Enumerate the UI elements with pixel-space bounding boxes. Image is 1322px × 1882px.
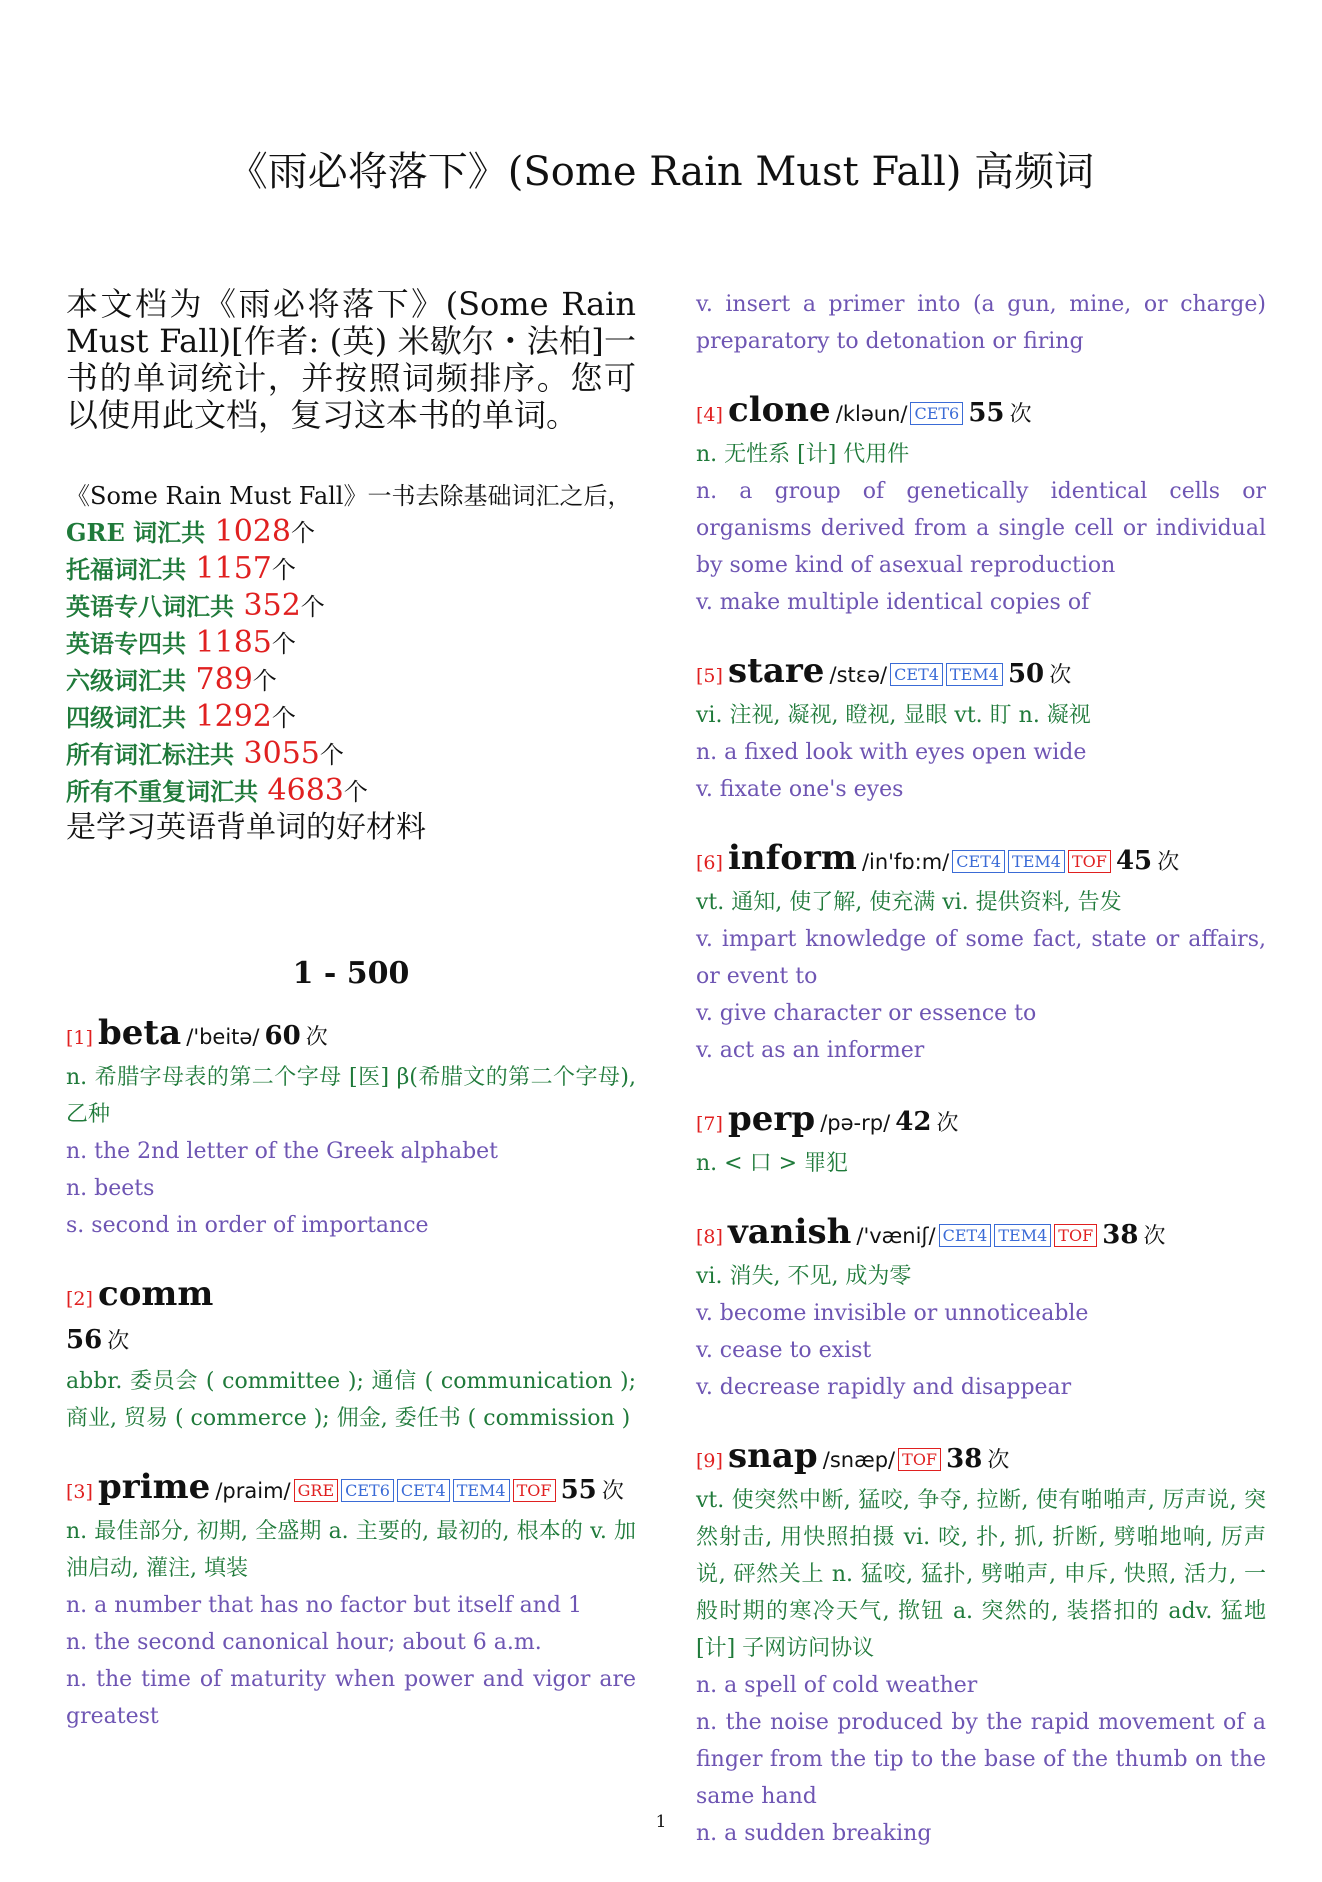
stat-unit: 个 bbox=[290, 519, 315, 547]
entry-headword-line bbox=[696, 651, 1266, 697]
stat-line bbox=[66, 773, 636, 810]
definition-line: v. give character or essence to bbox=[696, 1001, 1037, 1026]
definition-line: vi. 注视, 凝视, 瞪视, 显眼 vt. 盯 n. 凝视 bbox=[696, 703, 1091, 728]
definition-line: vt. 通知, 使了解, 使充满 vi. 提供资料, 告发 bbox=[696, 890, 1122, 915]
entry-headword-line bbox=[696, 1436, 1266, 1482]
word-entry bbox=[66, 1467, 636, 1735]
level-tag: CET4 bbox=[939, 1224, 992, 1247]
entry-count: 56 bbox=[66, 1325, 103, 1355]
word-entry bbox=[66, 1274, 636, 1437]
word-entry bbox=[66, 1013, 636, 1244]
stat-unit: 个 bbox=[252, 667, 277, 695]
stat-line bbox=[66, 514, 636, 551]
range-heading: 1 - 500 bbox=[292, 956, 410, 991]
entry-word: vanish bbox=[728, 1212, 852, 1252]
stats-closing: 是学习英语背单词的好材料 bbox=[66, 810, 426, 845]
definition-line: v. act as an informer bbox=[696, 1038, 925, 1063]
page-number: 1 bbox=[655, 1812, 667, 1832]
entry-count: 50 bbox=[1007, 659, 1045, 689]
definition-line: n. the second canonical hour; about 6 a.m. bbox=[66, 1630, 542, 1655]
intro-paragraph: 本文档为《雨必将落下》(Some Rain Must Fall)[作者: (英) 米歇尔・法柏]一书的单词统计，并按照词频排序。您可以使用此文档，复习这本书的单词。 bbox=[66, 285, 636, 434]
stat-label: 所有不重复词汇共 bbox=[66, 777, 258, 806]
stat-line bbox=[66, 699, 636, 736]
stat-count: 1185 bbox=[186, 625, 272, 660]
word-entry bbox=[696, 1436, 1266, 1852]
entry-pronunciation: /kləun/ bbox=[835, 402, 908, 426]
entry-word: perp bbox=[728, 1099, 816, 1139]
level-tag: TEM4 bbox=[453, 1479, 510, 1502]
entry-pronunciation: /'beitə/ bbox=[186, 1025, 260, 1049]
continued-definition bbox=[696, 286, 1266, 360]
stat-line bbox=[66, 662, 636, 699]
stat-count: 3055 bbox=[234, 736, 320, 771]
stat-count: 1292 bbox=[186, 699, 272, 734]
entry-headword-line bbox=[696, 390, 1266, 436]
level-tag: TEM4 bbox=[994, 1224, 1051, 1247]
stat-label: 四级词汇共 bbox=[66, 703, 186, 732]
stat-line bbox=[66, 736, 636, 773]
stat-label: 所有词汇标注共 bbox=[66, 740, 234, 769]
stat-unit: 个 bbox=[300, 593, 325, 621]
entry-headword-line bbox=[696, 838, 1266, 884]
stat-label: 英语专八词汇共 bbox=[66, 592, 234, 621]
stat-label: 托福词汇共 bbox=[66, 555, 186, 584]
entry-word: prime bbox=[98, 1467, 211, 1507]
entry-pronunciation: /snæp/ bbox=[822, 1448, 896, 1472]
definition-line: n. a group of genetically identical cells or organisms derived from a single cell or individual by some kind of asexual reproduction bbox=[696, 479, 1266, 578]
entry-index: [6] bbox=[696, 852, 723, 874]
definition-line: n. a sudden breaking bbox=[696, 1821, 932, 1846]
entry-word: stare bbox=[728, 651, 825, 691]
entry-index: [1] bbox=[66, 1027, 93, 1049]
definition-line: n. the time of maturity when power and vigor are greatest bbox=[66, 1667, 636, 1729]
entry-pronunciation: /in'fɒ:m/ bbox=[861, 850, 950, 874]
definition-line: vi. 消失, 不见, 成为零 bbox=[696, 1264, 912, 1289]
stat-count: 1028 bbox=[205, 514, 291, 549]
stat-label: 英语专四共 bbox=[66, 629, 186, 658]
definition-line: v. make multiple identical copies of bbox=[696, 590, 1090, 615]
document-title: 《雨必将落下》(Some Rain Must Fall) 高频词 bbox=[227, 149, 1095, 195]
times-label: 次 bbox=[987, 1448, 1010, 1473]
entry-index: [7] bbox=[696, 1113, 723, 1135]
stat-unit: 个 bbox=[271, 704, 296, 732]
times-label: 次 bbox=[1049, 663, 1072, 688]
definition-line: n. beets bbox=[66, 1176, 155, 1201]
stat-count: 4683 bbox=[258, 773, 344, 808]
definition-line: n. a number that has no factor but itself and 1 bbox=[66, 1593, 582, 1618]
level-tag: CET4 bbox=[397, 1479, 450, 1502]
definition-line: v. cease to exist bbox=[696, 1338, 872, 1363]
entry-headword-line bbox=[696, 1099, 1266, 1145]
definition-line: n. 希腊字母表的第二个字母 [医] β(希腊文的第二个字母), 乙种 bbox=[66, 1065, 636, 1127]
stat-unit: 个 bbox=[271, 630, 296, 658]
stat-count: 1157 bbox=[186, 551, 272, 586]
definition-line: n. a spell of cold weather bbox=[696, 1673, 978, 1698]
word-entry bbox=[696, 1212, 1266, 1406]
entry-pronunciation: /praim/ bbox=[215, 1479, 291, 1503]
entry-word: snap bbox=[728, 1436, 818, 1476]
stat-unit: 个 bbox=[271, 556, 296, 584]
times-label: 次 bbox=[1157, 850, 1180, 875]
entry-index: [4] bbox=[696, 404, 723, 426]
definition-line: v. fixate one's eyes bbox=[696, 777, 904, 802]
entry-count: 55 bbox=[560, 1475, 597, 1505]
definition-line: vt. 使突然中断, 猛咬, 争夺, 拉断, 使有啪啪声, 厉声说, 突然射击, 用快照拍摄 vi. 咬, 扑, 抓, 折断, 劈啪地响, 厉声说, 砰然关上 n. 猛咬, 猛扑, 劈啪声, 申斥, 快照, 活力, 一般时期的寒冷天气, 揿钮 a. 突然的, 装搭扣的 adv. 猛地 [计] 子网访问协议 bbox=[696, 1488, 1266, 1661]
definition-line: abbr. 委员会 ( committee ); 通信 ( communication ); 商业, 贸易 ( commerce ); 佣金, 委任书 ( commission ) bbox=[66, 1369, 636, 1431]
entry-index: [3] bbox=[66, 1481, 93, 1503]
right-column bbox=[696, 286, 1266, 1882]
definition-line: v. insert a primer into (a gun, mine, or charge) preparatory to detonation or firing bbox=[696, 292, 1266, 354]
stat-count: 352 bbox=[234, 588, 301, 623]
left-column bbox=[66, 286, 636, 1765]
entry-word: clone bbox=[728, 390, 831, 430]
level-tag: CET4 bbox=[890, 663, 943, 686]
word-entry bbox=[696, 390, 1266, 621]
level-tag: TEM4 bbox=[1008, 850, 1065, 873]
times-label: 次 bbox=[305, 1025, 328, 1050]
definition-line: n. the 2nd letter of the Greek alphabet bbox=[66, 1139, 499, 1164]
entry-index: [5] bbox=[696, 665, 723, 687]
level-tag: TOF bbox=[1054, 1224, 1097, 1247]
entry-word: beta bbox=[98, 1013, 182, 1053]
entry-index: [9] bbox=[696, 1450, 723, 1472]
definition-line: n. the noise produced by the rapid movement of a finger from the tip to the base of the thumb on the same hand bbox=[696, 1710, 1266, 1809]
times-label: 次 bbox=[936, 1111, 959, 1136]
times-label: 次 bbox=[1009, 402, 1032, 427]
level-tag: CET6 bbox=[910, 402, 963, 425]
level-tag: CET4 bbox=[952, 850, 1005, 873]
definition-line: n. 无性系 [计] 代用件 bbox=[696, 442, 910, 467]
definition-line: v. decrease rapidly and disappear bbox=[696, 1375, 1072, 1400]
level-tag: TEM4 bbox=[946, 663, 1003, 686]
entry-count: 38 bbox=[946, 1444, 983, 1474]
entry-headword-line bbox=[66, 1274, 636, 1320]
definition-line: s. second in order of importance bbox=[66, 1213, 429, 1238]
stats-lead: 《Some Rain Must Fall》一书去除基础词汇之后， bbox=[66, 482, 632, 510]
stat-label: 六级词汇共 bbox=[66, 666, 186, 695]
entry-word: comm bbox=[98, 1274, 214, 1314]
definition-line: n. < 口 > 罪犯 bbox=[696, 1151, 849, 1176]
times-label: 次 bbox=[1143, 1224, 1166, 1249]
level-tag: GRE bbox=[294, 1479, 339, 1502]
stat-line bbox=[66, 625, 636, 662]
word-entry bbox=[696, 838, 1266, 1069]
times-label: 次 bbox=[107, 1329, 130, 1354]
stat-count: 789 bbox=[186, 662, 253, 697]
entry-count: 42 bbox=[895, 1107, 932, 1137]
level-tag: TOF bbox=[1068, 850, 1111, 873]
definition-line: v. become invisible or unnoticeable bbox=[696, 1301, 1089, 1326]
level-tag: TOF bbox=[513, 1479, 556, 1502]
entry-index: [2] bbox=[66, 1288, 93, 1310]
stat-unit: 个 bbox=[343, 778, 368, 806]
entry-index: [8] bbox=[696, 1226, 723, 1248]
level-tag: TOF bbox=[898, 1448, 941, 1471]
stat-unit: 个 bbox=[319, 741, 344, 769]
stat-line bbox=[66, 588, 636, 625]
times-label: 次 bbox=[601, 1479, 624, 1504]
entry-headword-line bbox=[66, 1013, 636, 1059]
definition-line: v. impart knowledge of some fact, state or affairs, or event to bbox=[696, 927, 1266, 989]
entry-count: 55 bbox=[968, 398, 1005, 428]
definition-line: n. a fixed look with eyes open wide bbox=[696, 740, 1087, 765]
entry-headword-line bbox=[66, 1467, 636, 1513]
level-tag: CET6 bbox=[341, 1479, 394, 1502]
entry-word: inform bbox=[728, 838, 857, 878]
stat-label: GRE 词汇共 bbox=[66, 518, 206, 547]
stat-line bbox=[66, 551, 636, 588]
entries-right bbox=[696, 390, 1266, 1852]
entries-left bbox=[66, 1013, 636, 1735]
entry-count: 45 bbox=[1115, 846, 1153, 876]
word-entry bbox=[696, 1099, 1266, 1182]
stats-block bbox=[66, 478, 636, 846]
entry-headword-line bbox=[696, 1212, 1266, 1258]
entry-count: 38 bbox=[1102, 1220, 1139, 1250]
entry-count: 60 bbox=[264, 1021, 301, 1051]
word-entry bbox=[696, 651, 1266, 808]
entry-pronunciation: /'væniʃ/ bbox=[856, 1224, 936, 1248]
definition-line: n. 最佳部分, 初期, 全盛期 a. 主要的, 最初的, 根本的 v. 加油启动, 灌注, 填装 bbox=[66, 1519, 636, 1581]
entry-pronunciation: /pə-rp/ bbox=[820, 1111, 891, 1135]
entry-pronunciation: /stɛə/ bbox=[829, 663, 888, 687]
entry-count-line bbox=[66, 1320, 636, 1363]
